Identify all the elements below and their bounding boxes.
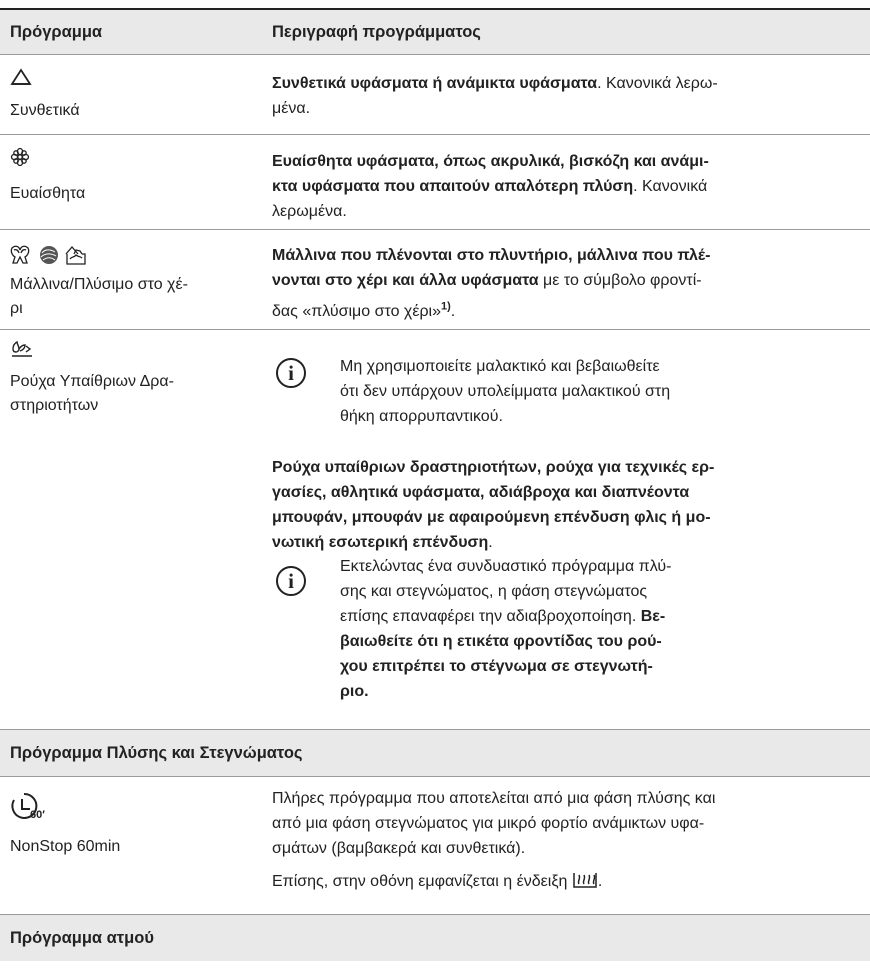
wool-hand-wash-icon — [10, 244, 90, 266]
program-desc-delicates: Ευαίσθητα υφάσματα, όπως ακρυλικά, βισκόζη και ανάμι- κτα υφάσματα που απαιτούν απαλότερη πλύση. Κανονικά λερωμένα. — [272, 153, 709, 220]
info-note-waterproof-text: Εκτελώντας ένα συνδυαστικό πρόγραμμα πλύ- σης και στεγνώματος, η φάση στεγνώματος επίσης επαναφέρει την αδιαβροχοποίηση. Βε- βαιωθείτε ότι η ετικέτα φροντίδας του ρού- χου επιτρέπει το στέγνωμα σε στεγνωτή- ριο. — [340, 558, 672, 700]
program-name-wool: Μάλλινα/Πλύσιμο στο χέ- ρι — [10, 276, 188, 317]
header-program: Πρόγραμμα — [10, 23, 103, 41]
info-note-waterproof — [272, 554, 860, 714]
info-note-softener-text: Μη χρησιμοποιείτε μαλακτικό και βεβαιωθείτε ότι δεν υπάρχουν υπολείμματα μαλακτικού στη θήκη απορρυπαντικού. — [340, 358, 671, 425]
triangle-icon — [10, 67, 32, 87]
flower-icon — [10, 147, 30, 167]
program-desc-nonstop: Πλήρες πρόγραμμα που αποτελείται από μια φάση πλύσης και από μια φάση στεγνώματος για μικρό φορτίο ανάμικτων υφα- σμάτων (βαμβακερά και συνθετικά). Επίσης, στην οθόνη εμφανίζεται η ένδειξη . — [272, 790, 716, 890]
table-row-synthetics — [0, 55, 870, 135]
info-note-softener — [272, 354, 860, 434]
header-description: Περιγραφή προγράμματος — [272, 23, 481, 41]
program-table — [0, 8, 870, 961]
program-desc-wool: Μάλλινα που πλένονται στο πλυντήριο, μάλλινα που πλέ- νονται στο χέρι και άλλα υφάσματα με το σύμβολο φροντί- δας «πλύσιμο στο χέρι»$^{1)}$. — [272, 247, 711, 320]
program-desc-synthetics: Συνθετικά υφάσματα ή ανάμικτα υφάσματα. Κανονικά λερω- μένα. — [272, 75, 718, 117]
table-row-outdoor — [0, 330, 870, 730]
drying-indicator-icon — [572, 869, 598, 889]
section-steam — [0, 915, 870, 961]
program-name-delicates: Ευαίσθητα — [10, 185, 86, 202]
timer-label: 60′ — [30, 809, 45, 821]
outdoor-icon — [10, 340, 34, 360]
section-title-wash-dry: Πρόγραμμα Πλύσης και Στεγνώματος — [10, 744, 303, 762]
section-wash-dry — [0, 730, 870, 777]
program-name-synthetics: Συνθετικά — [10, 102, 80, 119]
table-row-wool — [0, 230, 870, 330]
info-icon: i — [276, 566, 306, 596]
timer-60-icon — [10, 791, 54, 821]
table-row-nonstop — [0, 777, 870, 915]
program-desc-outdoor: Ρούχα υπαίθριων δραστηριοτήτων, ρούχα για τεχνικές ερ- γασίες, αθλητικά υφάσματα, αδιάβροχα και διαπνέοντα μπουφάν, μπουφάν με αφαιρούμενη επένδυση φλις ή μο- νωτική εσωτερική επένδυση. — [272, 459, 715, 551]
table-row-delicates — [0, 135, 870, 230]
section-title-steam: Πρόγραμμα ατμού — [10, 929, 154, 947]
program-name-outdoor: Ρούχα Υπαίθριων Δρα- στηριοτήτων — [10, 373, 174, 414]
info-icon: i — [276, 358, 306, 388]
table-header — [0, 10, 870, 55]
program-name-nonstop: NonStop 60min — [10, 838, 121, 855]
